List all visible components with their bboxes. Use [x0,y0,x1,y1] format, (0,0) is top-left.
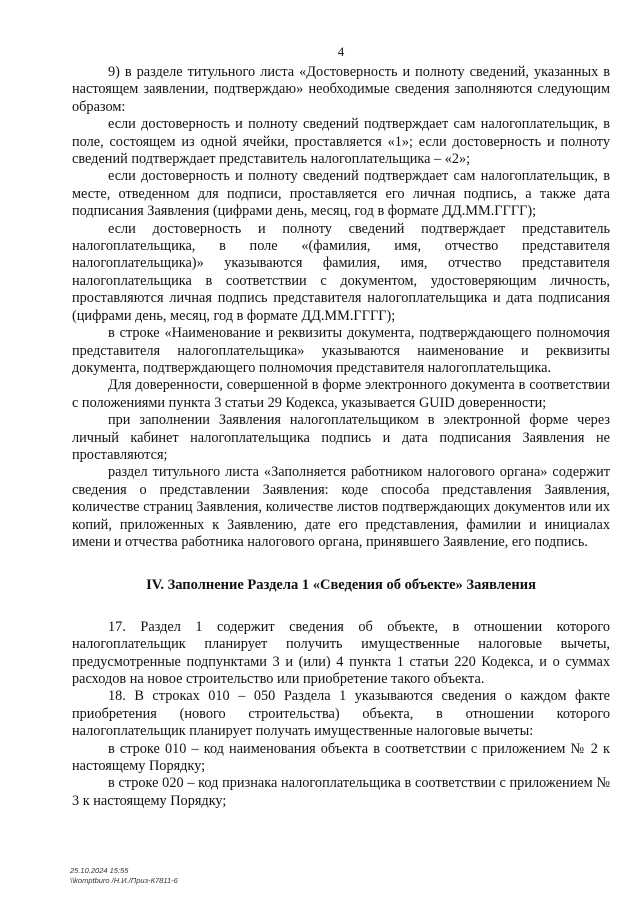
paragraph-line-010: в строке 010 – код наименования объекта в соответствии с приложением № 2 к настоящему Порядку; [72,740,610,775]
footer [70,866,178,885]
paragraph-item-17: 17. Раздел 1 содержит сведения об объекте, в отношении которого налогоплательщик планирует получить имущественные налоговые вычеты, предусмотренные подпунктами 3 и (или) 4 пункта 1 статьи 220 Кодекса, и о суммах расходов на новое строительство или приобретение такого объекта. [72,618,610,687]
paragraph-line-020: в строке 020 – код признака налогоплательщика в соответствии с приложением № 3 к настоящему Порядку; [72,775,610,809]
paragraph-representative-signature: если достоверность и полноту сведений подтверждает представитель налогоплательщика, в поле «(фамилия, имя, отчество представителя налогоплательщика)» указываются фамилия, имя, отчество представителя налогоплательщика в соответствии с документом, удостоверяющим личность, проставляются личная подпись представителя налогоплательщика и дата подписания (цифрами день, месяц, год в формате ДД.ММ.ГГГГ); [72,220,610,324]
footer-date: 25.10.2024 15:55 [70,866,129,875]
paragraph-self-signature: если достоверность и полноту сведений подтверждает сам налогоплательщик, в месте, отведенном для подписи, проставляется его личная подпись, а также дата подписания Заявления (цифрами день, месяц, год в формате ДД.ММ.ГГГГ); [72,168,610,220]
page-number: 4 [337,44,345,59]
paragraph-item-18: 18. В строках 010 – 050 Раздела 1 указываются сведения о каждом факте приобретения (нового строительства) объекта, в отношении которого налогоплательщик планирует получать имущественные налоговые вычеты: [72,688,610,740]
section-heading: IV. Заполнение Раздела 1 «Сведения об объекте» Заявления [146,577,536,594]
paragraph-guid: Для доверенности, совершенной в форме электронного документа в соответствии с положениями пункта 3 статьи 29 Кодекса, указывается GUID доверенности; [72,377,610,411]
paragraph-tax-officer-section: раздел титульного листа «Заполняется работником налогового органа» содержит сведения о представлении Заявления: коде способа представления Заявления, количестве страниц Заявления, количестве листов подтверждающих документов или их копий, приложенных к Заявлению, дате его представления, фамилии и инициалах имени и отчества работника налогового органа, принявшего Заявление, его подпись. [72,464,610,550]
paragraph-electronic-form: при заполнении Заявления налогоплательщиком в электронной форме через личный кабинет налогоплательщика подпись и дата подписания Заявления не проставляются; [72,412,610,463]
paragraph-self-confirm-code: если достоверность и полноту сведений подтверждает сам налогоплательщик, в поле, состоящем из одной ячейки, проставляется «1»; если достоверность и полноту сведений подтверждает представитель налогоплательщика – «2»; [72,116,610,168]
paragraph-item-9: 9) в разделе титульного листа «Достоверность и полноту сведений, указанных в настоящем заявлении, подтверждаю» необходимые сведения заполняются следующим образом: [72,64,610,115]
paragraph-representative-document: в строке «Наименование и реквизиты документа, подтверждающего полномочия представителя налогоплательщика» указываются наименование и реквизиты документа, подтверждающего полномочия представителя налогоплательщика. [72,325,610,376]
footer-path: \\komptburo /Н.И./Приз-К7811-6 [70,875,178,885]
